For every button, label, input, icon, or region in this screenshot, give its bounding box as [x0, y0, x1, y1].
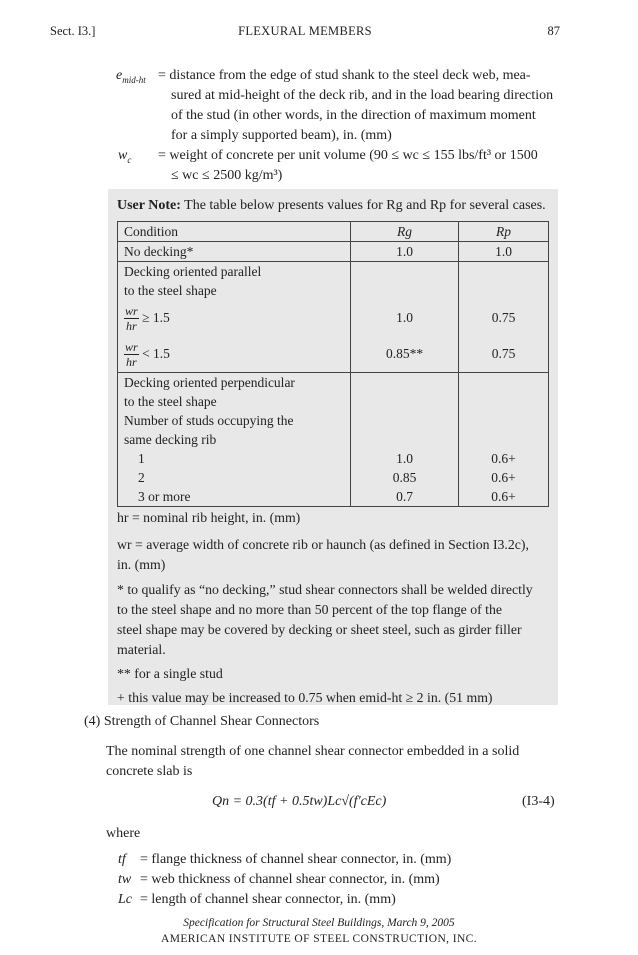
section-paragraph [106, 742, 566, 782]
table-cell: 3 or more [138, 489, 191, 504]
footer-citation: Specification for Structural Steel Buildings, March 9, 2005 [183, 917, 455, 929]
table-cell: 1.0 [396, 451, 413, 466]
section-label: Sect. I3.] [50, 24, 96, 38]
note-line: in. (mm) [117, 557, 166, 572]
table-cell: 0.85** [385, 346, 424, 361]
user-note-text: The table below presents values for Rg and Rp for several cases. [184, 198, 546, 213]
table-header: Condition [118, 222, 351, 242]
table-cell: $\frac{wr}{hr}$ < 1.5 [125, 340, 170, 370]
channel-definitions [118, 850, 451, 910]
equation: Qn = 0.3(tf + 0.5tw)Lc√(f′cEc) [212, 794, 387, 809]
table-cell: No decking* [118, 242, 351, 262]
note-line: wr = average width of concrete rib or haunch (as defined in Section I3.2c), [117, 537, 529, 552]
ratio-fraction: $\frac{wr}{hr}$ [125, 304, 138, 334]
table-header: Rg [351, 222, 459, 242]
table-cell: 2 [138, 470, 145, 485]
table-cell: Decking oriented parallel [124, 264, 262, 279]
user-note-definitions [117, 508, 557, 708]
note-line: + this value may be increased to 0.75 when emid-ht ≥ 2 in. (51 mm) [117, 690, 493, 705]
note-line: hr = nominal rib height, in. (mm) [117, 510, 301, 525]
rg-rp-table [117, 221, 549, 507]
table-cell: 1.0 [396, 310, 413, 325]
table-cell: 0.6+ [491, 489, 516, 504]
table-cell: to the steel shape [124, 283, 217, 298]
table-cell: 1 [138, 451, 145, 466]
def-text: = flange thickness of channel shear connector, in. (mm) [140, 852, 452, 867]
table-cell: 0.7 [396, 489, 413, 504]
def-symbol: Lc [118, 892, 132, 907]
table-cell: 0.6+ [491, 470, 516, 485]
table-row [118, 373, 549, 507]
note-line: material. [117, 642, 166, 657]
note-line: * to qualify as “no decking,” stud shear connectors shall be welded directly [117, 582, 533, 597]
table-header-row [118, 222, 549, 242]
def-line: for a simply supported beam), in. (mm) [171, 128, 392, 143]
table-cell: 1.0 [351, 242, 459, 262]
def-symbol: tf [118, 852, 126, 867]
def-line: ≤ wc ≤ 2500 kg/m³) [171, 168, 283, 183]
table-cell: Decking oriented perpendicular [124, 375, 295, 390]
ratio-fraction: $\frac{wr}{hr}$ [125, 340, 138, 370]
footer-publisher: AMERICAN INSTITUTE OF STEEL CONSTRUCTION, INC. [160, 933, 477, 945]
def-symbol-wc: $w_c$ [118, 148, 132, 165]
note-line: ** for a single stud [117, 666, 223, 681]
def-text: = web thickness of channel shear connector, in. (mm) [140, 872, 440, 887]
equation-number: (I3-4) [522, 794, 555, 809]
page-number: 87 [547, 24, 560, 38]
table-cell: to the steel shape [124, 394, 217, 409]
user-note-intro [117, 196, 557, 216]
def-line: of the stud (in other words, in the direction of maximum moment [171, 108, 536, 123]
def-wc [158, 146, 568, 186]
def-emid [158, 66, 568, 146]
table-row [118, 242, 549, 262]
def-symbol: tw [118, 872, 132, 887]
table-cell: 0.75 [491, 346, 516, 361]
table-cell: 0.75 [491, 310, 516, 325]
def-line: = distance from the edge of stud shank to the steel deck web, mea- [158, 68, 531, 83]
table-cell: $\frac{wr}{hr}$ ≥ 1.5 [125, 304, 170, 334]
note-line: to the steel shape and no more than 50 percent of the top flange of the [117, 602, 503, 617]
para-line: concrete slab is [106, 764, 193, 779]
where-label: where [106, 826, 141, 841]
def-line: sured at mid-height of the deck rib, and in the load bearing direction [171, 88, 554, 103]
page-footer [0, 915, 638, 947]
table-header: Rp [459, 222, 549, 242]
table-cell: Number of studs occupying the [124, 413, 294, 428]
table-cell: same decking rib [124, 432, 217, 447]
note-line: steel shape may be covered by decking or sheet steel, such as girder filler [117, 622, 522, 637]
header-title: FLEXURAL MEMBERS [238, 24, 372, 38]
def-line: = weight of concrete per unit volume (90 ≤ wc ≤ 155 lbs/ft³ or 1500 [158, 148, 538, 163]
def-symbol-emid: $e_{mid-ht}$ [116, 68, 146, 85]
user-note-label: User Note: [117, 198, 181, 213]
table-cell: 0.6+ [491, 451, 516, 466]
table-cell: 1.0 [459, 242, 549, 262]
table-cell: 0.85 [392, 470, 417, 485]
section-heading: (4) Strength of Channel Shear Connectors [84, 714, 320, 729]
para-line: The nominal strength of one channel shear connector embedded in a solid [106, 744, 520, 759]
def-text: = length of channel shear connector, in. (mm) [140, 892, 396, 907]
table-row [118, 262, 549, 373]
